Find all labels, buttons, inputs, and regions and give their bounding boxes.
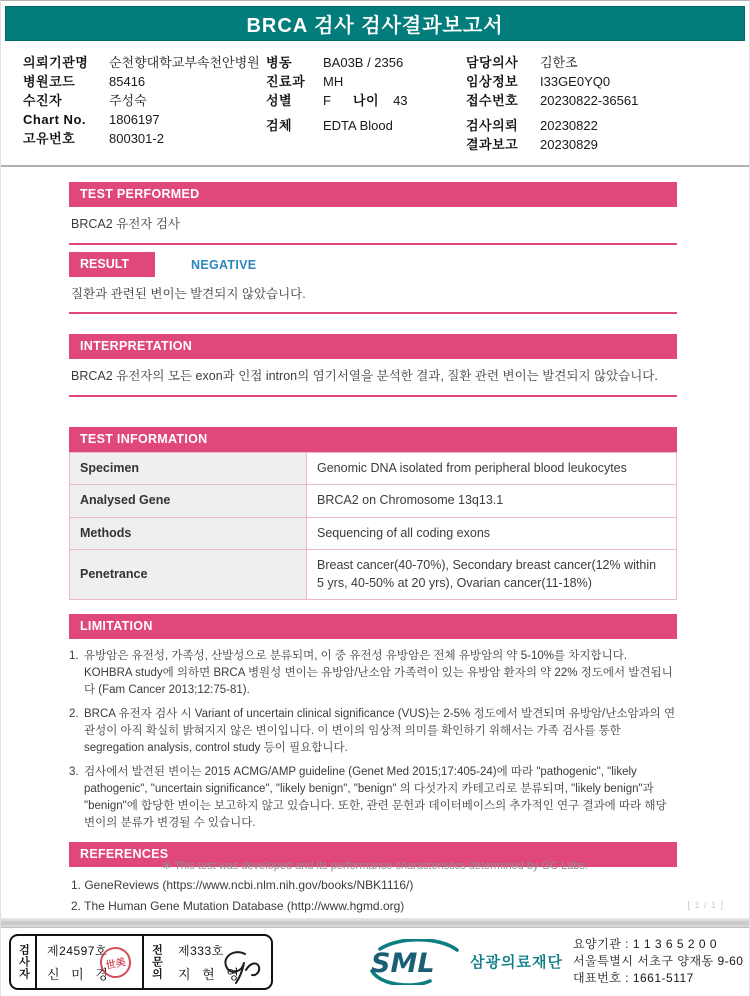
patient-info: [1, 41, 749, 162]
field-label: Chart No.: [23, 112, 86, 127]
field-label: 임상정보: [466, 74, 519, 89]
report-content: [69, 182, 677, 928]
specialist-role-label: 전문의: [142, 936, 168, 988]
field-value: I33GE0YQ0: [540, 74, 611, 89]
patient-info-middle: [266, 53, 466, 154]
result-header: RESULT: [69, 252, 155, 277]
table-row-value: Sequencing of all coding exons: [307, 517, 677, 550]
field-value: EDTA Blood: [323, 118, 393, 133]
field-label: 검사의뢰: [466, 118, 519, 133]
result-value: NEGATIVE: [191, 257, 257, 272]
field-label: 병동: [266, 55, 293, 70]
test-information-header: TEST INFORMATION: [69, 427, 677, 452]
test-performed-header: TEST PERFORMED: [69, 182, 677, 207]
list-item-text: 검사에서 발견된 변이는 2015 ACMG/AMP guideline (Genet Med 2015;17:405-24)에 따라 "pathogenic", "likely pathogenic", "uncertain significance", "likely benign", "benign" 의 다섯가지 카테고리로 분류되며, "likely benign"과 "benign"에 합당한 변이는 보고하지 않고 있습니다. 또한, 관련 문헌과 데이터베이스의 추가적인 연구 결과에 따라 해당 변이의 분류가 변경될 수 있습니다.: [84, 766, 667, 830]
org-info-line: 대표번호 : 1661-5117: [572, 971, 694, 985]
list-item: 1. GeneReviews (https://www.ncbi.nlm.nih.gov/books/NBK1116/): [71, 878, 414, 893]
test-performed-content: BRCA2 유전자 검사: [69, 207, 677, 245]
info-row: [23, 91, 266, 110]
info-row: [466, 53, 726, 72]
field-label: 성별: [266, 93, 293, 108]
page-title: BRCA 검사 검사결과보고서: [246, 15, 504, 37]
disclaimer-text: ※ This test was developed and its performance characteristics determined by GC Labs.: [162, 860, 588, 872]
info-row: [466, 72, 726, 91]
info-row: [23, 72, 266, 91]
specialist-cell: [168, 936, 271, 988]
specialist-signature: [215, 948, 267, 990]
page-indicator: [ 1 / 1 ]: [687, 900, 724, 910]
list-item: [69, 764, 677, 832]
info-row: [266, 53, 466, 72]
field-value: 20230822: [540, 118, 598, 133]
table-row-value: BRCA2 on Chromosome 13q13.1: [307, 485, 677, 518]
examiner-cell: [37, 936, 140, 988]
field-label: 결과보고: [466, 137, 519, 152]
list-item-text: 유방암은 유전성, 가족성, 산발성으로 분류되며, 이 중 유전성 유방암은 전체 유방암의 약 5-10%를 차지합니다. KOHBRA study에 의하면 BRCA 병원성 변이는 유방암/난소암 가족력이 있는 유방암 환자의 약 22% 정도에서 발견됩니다 (Fam Cancer 2013;12:75-81).: [84, 650, 673, 697]
section-divider: [1, 165, 749, 167]
interpretation-content: BRCA2 유전자의 모든 exon과 인접 intron의 염기서열을 분석한 결과, 질환 관련 변이는 발견되지 않았습니다.: [69, 359, 677, 397]
field-value: 김한조: [540, 55, 578, 70]
field-value: F: [323, 93, 331, 108]
list-item-number: 3.: [69, 766, 79, 779]
field-value: BA03B / 2356: [323, 55, 404, 70]
info-row: [266, 91, 466, 110]
page-edge-band: [1, 918, 749, 928]
field-value: 85416: [109, 74, 146, 89]
svg-text:SML: SML: [371, 947, 435, 979]
field-label: 의뢰기관명: [23, 55, 89, 70]
org-name: 삼광의료재단: [470, 954, 563, 971]
result-row: [69, 252, 677, 277]
table-row-label: Specimen: [70, 452, 307, 485]
list-item-number: 1.: [69, 650, 79, 662]
test-information-table: [69, 452, 677, 601]
org-info-line: 서울특별시 서초구 양재동 9-60: [572, 954, 744, 968]
sml-logo: [364, 939, 563, 985]
patient-info-left: [23, 53, 266, 154]
info-row: [23, 110, 266, 129]
result-content: 질환과 관련된 변이는 발견되지 않았습니다.: [69, 277, 677, 315]
info-row: [23, 53, 266, 72]
info-row: [466, 91, 726, 110]
info-row: [266, 116, 466, 135]
org-info-line: 요양기관 : 1 1 3 6 5 2 0 0: [572, 937, 718, 951]
examiner-license-number: 제24597호: [47, 944, 108, 958]
list-item-text: BRCA 유전자 검사 시 Variant of uncertain clinical significance (VUS)는 2-5% 정도에서 발견되며 유방암/난소암과의 연관성이 아직 확실히 밝혀지지 않은 변이입니다. 이 변이의 임상적 의미를 확인하기 위해서는 가족 검사를 통한 segregation analysis, control study 등이 필요합니다.: [84, 708, 676, 755]
limitation-list: [69, 639, 677, 836]
interpretation-header: INTERPRETATION: [69, 334, 677, 359]
list-item: [69, 648, 677, 699]
field-value: 주성숙: [109, 93, 147, 108]
table-row: [70, 517, 677, 550]
field-label: 검체: [266, 118, 293, 133]
field-value: MH: [323, 74, 344, 89]
list-item: [69, 706, 677, 757]
patient-info-right: [466, 53, 726, 154]
field-label: 진료과: [266, 74, 306, 89]
table-row: [70, 485, 677, 518]
field-value: 800301-2: [109, 131, 164, 146]
examiner-seal-stamp: 世美: [97, 944, 134, 981]
field-value: 20230829: [540, 137, 598, 152]
specialist-name: 지 현 영: [178, 967, 243, 982]
field-value: 43: [393, 93, 408, 108]
table-row: [70, 452, 677, 485]
list-item-number: 2.: [69, 708, 79, 721]
sml-logo-icon: [364, 939, 466, 985]
specialist-license-number: 제333호: [178, 944, 224, 958]
field-label: 담당의사: [466, 55, 519, 70]
field-value: 20230822-36561: [540, 93, 639, 108]
organization-area: [364, 936, 744, 987]
report-footer: [1, 930, 749, 996]
table-row: [70, 550, 677, 600]
report-banner: [5, 6, 745, 41]
info-row: [466, 135, 726, 154]
examiner-name: 신 미 경: [47, 967, 112, 982]
field-label: 접수번호: [466, 93, 519, 108]
org-contact-info: [573, 936, 744, 987]
signature-stamp-box: [9, 934, 273, 990]
references-header: REFERENCES: [69, 842, 677, 867]
list-item: 2. The Human Gene Mutation Database (http://www.hgmd.org): [71, 898, 405, 913]
examiner-role-label: 검사자: [11, 936, 37, 988]
table-row-label: Analysed Gene: [70, 485, 307, 518]
field-value: 순천향대학교부속천안병원: [109, 55, 260, 70]
table-row-label: Penetrance: [70, 550, 307, 600]
field-label: 수진자: [23, 93, 63, 108]
field-label: 고유번호: [23, 131, 76, 146]
table-row-value: Genomic DNA isolated from peripheral blood leukocytes: [307, 452, 677, 485]
limitation-header: LIMITATION: [69, 614, 677, 639]
table-row-label: Methods: [70, 517, 307, 550]
field-value: 1806197: [109, 112, 160, 127]
info-row: [266, 72, 466, 91]
field-label: 나이: [352, 93, 380, 108]
info-row: [466, 116, 726, 135]
info-row: [23, 129, 266, 148]
table-row-value: Breast cancer(40-70%), Secondary breast cancer(12% within 5 yrs, 40-50% at 20 yrs), Ovarian cancer(11-18%): [307, 550, 677, 600]
field-label: 병원코드: [23, 74, 76, 89]
